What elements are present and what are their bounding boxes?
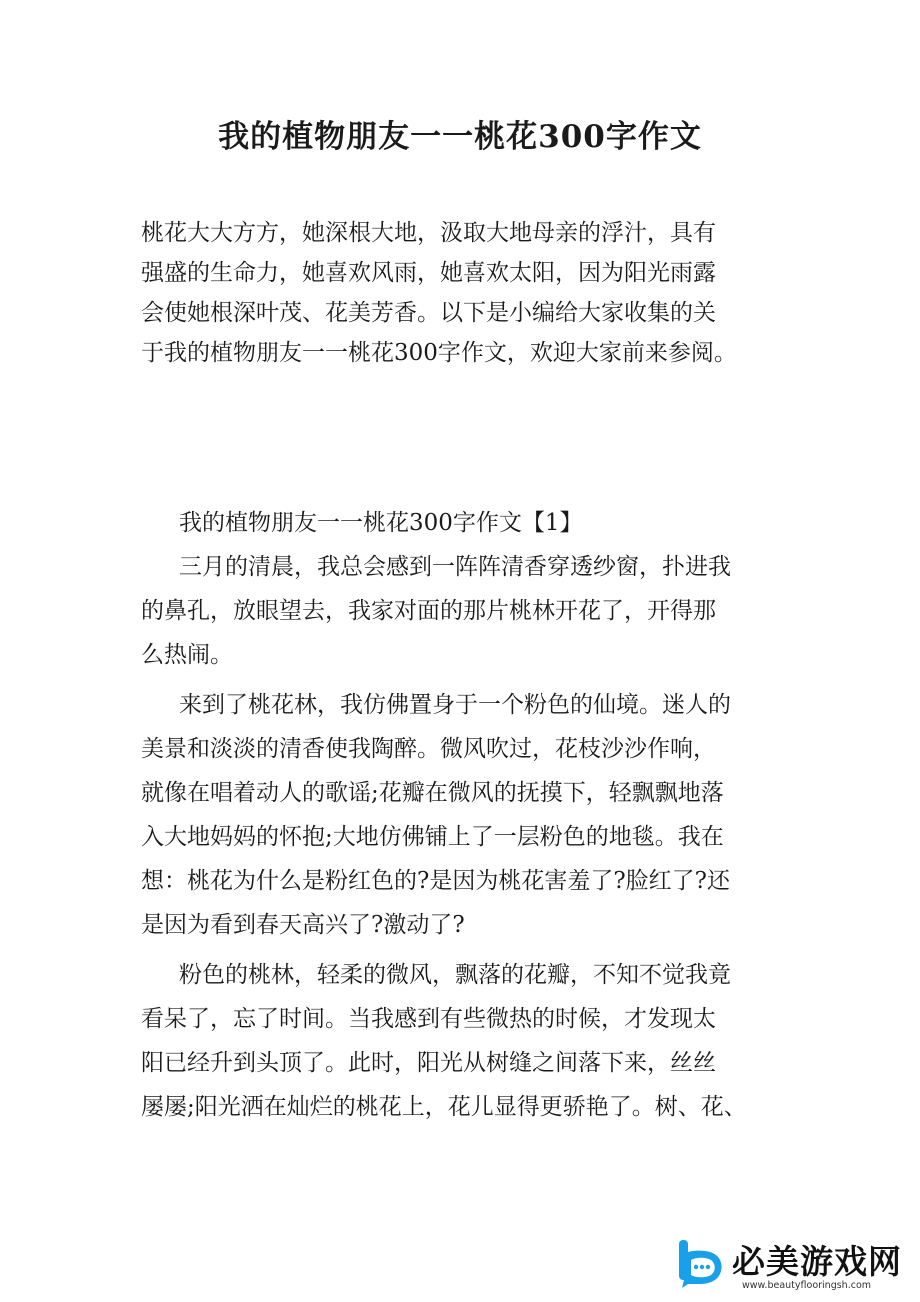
paragraph-line: 来到了桃花林，我仿佛置身于一个粉色的仙境。迷人的 <box>179 692 731 718</box>
paragraph-line: 是因为看到春天高兴了?激动了? <box>141 912 465 938</box>
watermark-text: 必美游戏网 <box>732 1242 902 1281</box>
essay-body <box>141 501 801 1135</box>
paragraph-line: 阳已经升到头顶了。此时，阳光从树缝之间落下来，丝丝 <box>141 1050 716 1076</box>
paragraph-line: 的鼻孔，放眼望去，我家对面的那片桃林开花了，开得那 <box>141 598 716 624</box>
paragraph-line: 三月的清晨，我总会感到一阵阵清香穿透纱窗，扑进我 <box>179 554 731 580</box>
intro-paragraph <box>141 213 801 373</box>
site-watermark[interactable] <box>676 1234 916 1298</box>
paragraph-line: 粉色的桃林，轻柔的微风，飘落的花瓣，不知不觉我竟 <box>179 962 731 988</box>
paragraph-line: 想：桃花为什么是粉红色的?是因为桃花害羞了?脸红了?还 <box>141 868 730 894</box>
paragraph-line: 看呆了，忘了时间。当我感到有些微热的时候，才发现太 <box>141 1006 716 1032</box>
paragraph-line: 入大地妈妈的怀抱;大地仿佛铺上了一层粉色的地毯。我在 <box>141 824 724 850</box>
paragraph-line: 屡屡;阳光洒在灿烂的桃花上，花儿显得更骄艳了。树、花、 <box>141 1094 747 1120</box>
essay-paragraph-3 <box>141 953 801 1129</box>
paragraph-line: 么热闹。 <box>141 642 233 668</box>
intro-line: 会使她根深叶茂、花美芳香。以下是小编给大家收集的关 <box>141 300 716 326</box>
section-heading: 我的植物朋友一一桃花300字作文【1】 <box>179 510 583 536</box>
paragraph-line: 就像在唱着动人的歌谣;花瓣在微风的抚摸下，轻飘飘地落 <box>141 780 724 806</box>
intro-line: 于我的植物朋友一一桃花300字作文，欢迎大家前来参阅。 <box>141 340 737 366</box>
essay-paragraph-1 <box>141 545 801 677</box>
speech-bubble-logo-icon <box>676 1238 726 1290</box>
watermark-url[interactable]: www.beautyflooringsh.com <box>742 1280 872 1291</box>
document-title: 我的植物朋友一一桃花300字作文 <box>218 119 702 155</box>
intro-line: 桃花大大方方，她深根大地，汲取大地母亲的浮汁，具有 <box>141 220 716 246</box>
intro-line: 强盛的生命力，她喜欢风雨，她喜欢太阳，因为阳光雨露 <box>141 260 716 286</box>
paragraph-line: 美景和淡淡的清香使我陶醉。微风吹过，花枝沙沙作响， <box>141 736 716 762</box>
essay-paragraph-2 <box>141 683 801 947</box>
